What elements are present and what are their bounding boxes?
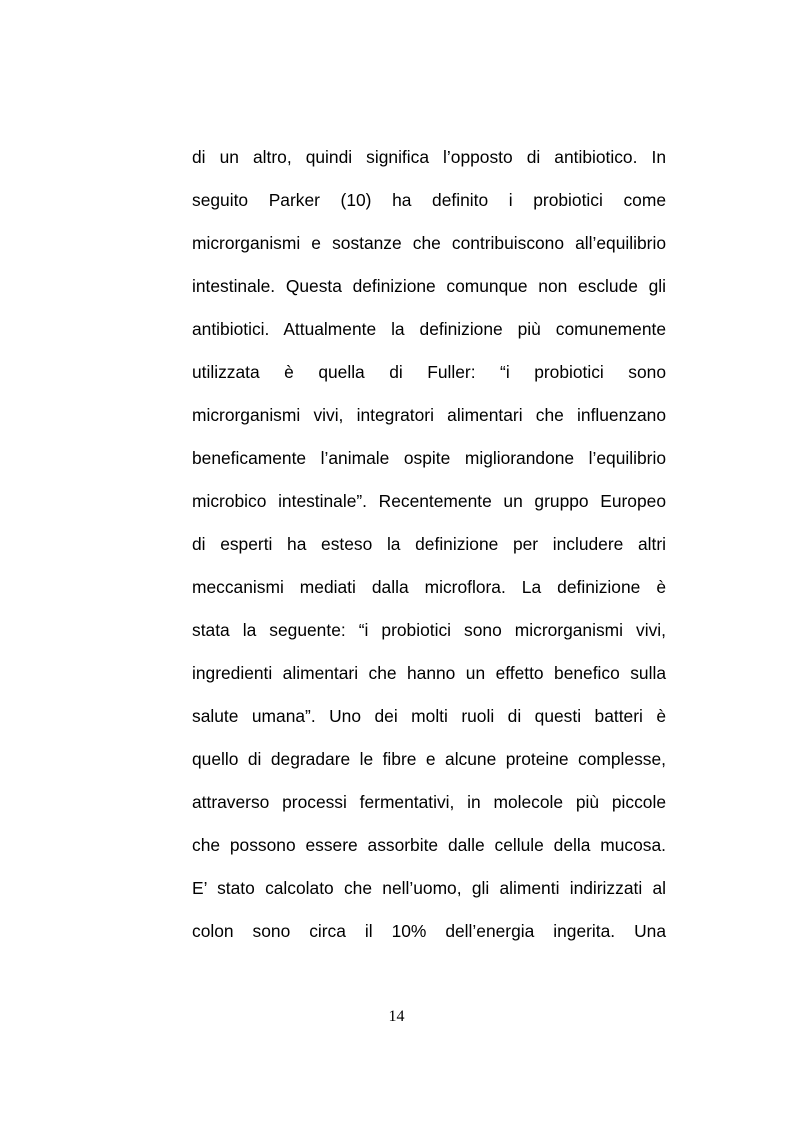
text-line: microrganismi e sostanze che contribuiscono all’equilibrio: [192, 233, 666, 253]
text-line: di un altro, quindi significa l’opposto di antibiotico. In: [192, 147, 666, 167]
text-line: microrganismi vivi, integratori alimentari che influenzano: [192, 405, 666, 425]
text-line: che possono essere assorbite dalle cellule della mucosa.: [192, 835, 666, 855]
text-line: salute umana”. Uno dei molti ruoli di questi batteri è: [192, 706, 666, 726]
page-number: 14: [388, 1008, 405, 1025]
body-paragraph: [192, 140, 666, 957]
text-line: colon sono circa il 10% dell’energia ingerita. Una: [192, 921, 666, 941]
text-line: microbico intestinale”. Recentemente un gruppo Europeo: [192, 491, 666, 511]
text-line: intestinale. Questa definizione comunque non esclude gli: [192, 276, 666, 296]
text-line: utilizzata è quella di Fuller: “i probiotici sono: [192, 362, 666, 382]
text-line: ingredienti alimentari che hanno un effetto benefico sulla: [192, 663, 666, 683]
text-line: stata la seguente: “i probiotici sono microrganismi vivi,: [192, 620, 666, 640]
text-line: E’ stato calcolato che nell’uomo, gli alimenti indirizzati al: [192, 878, 666, 898]
text-line: meccanismi mediati dalla microflora. La definizione è: [192, 577, 666, 597]
text-line: di esperti ha esteso la definizione per includere altri: [192, 534, 666, 554]
text-line: attraverso processi fermentativi, in molecole più piccole: [192, 792, 666, 812]
text-line: seguito Parker (10) ha definito i probiotici come: [192, 190, 666, 210]
text-line: beneficamente l’animale ospite migliorandone l’equilibrio: [192, 448, 666, 468]
text-line: quello di degradare le fibre e alcune proteine complesse,: [192, 749, 666, 769]
text-line: antibiotici. Attualmente la definizione più comunemente: [192, 319, 666, 339]
